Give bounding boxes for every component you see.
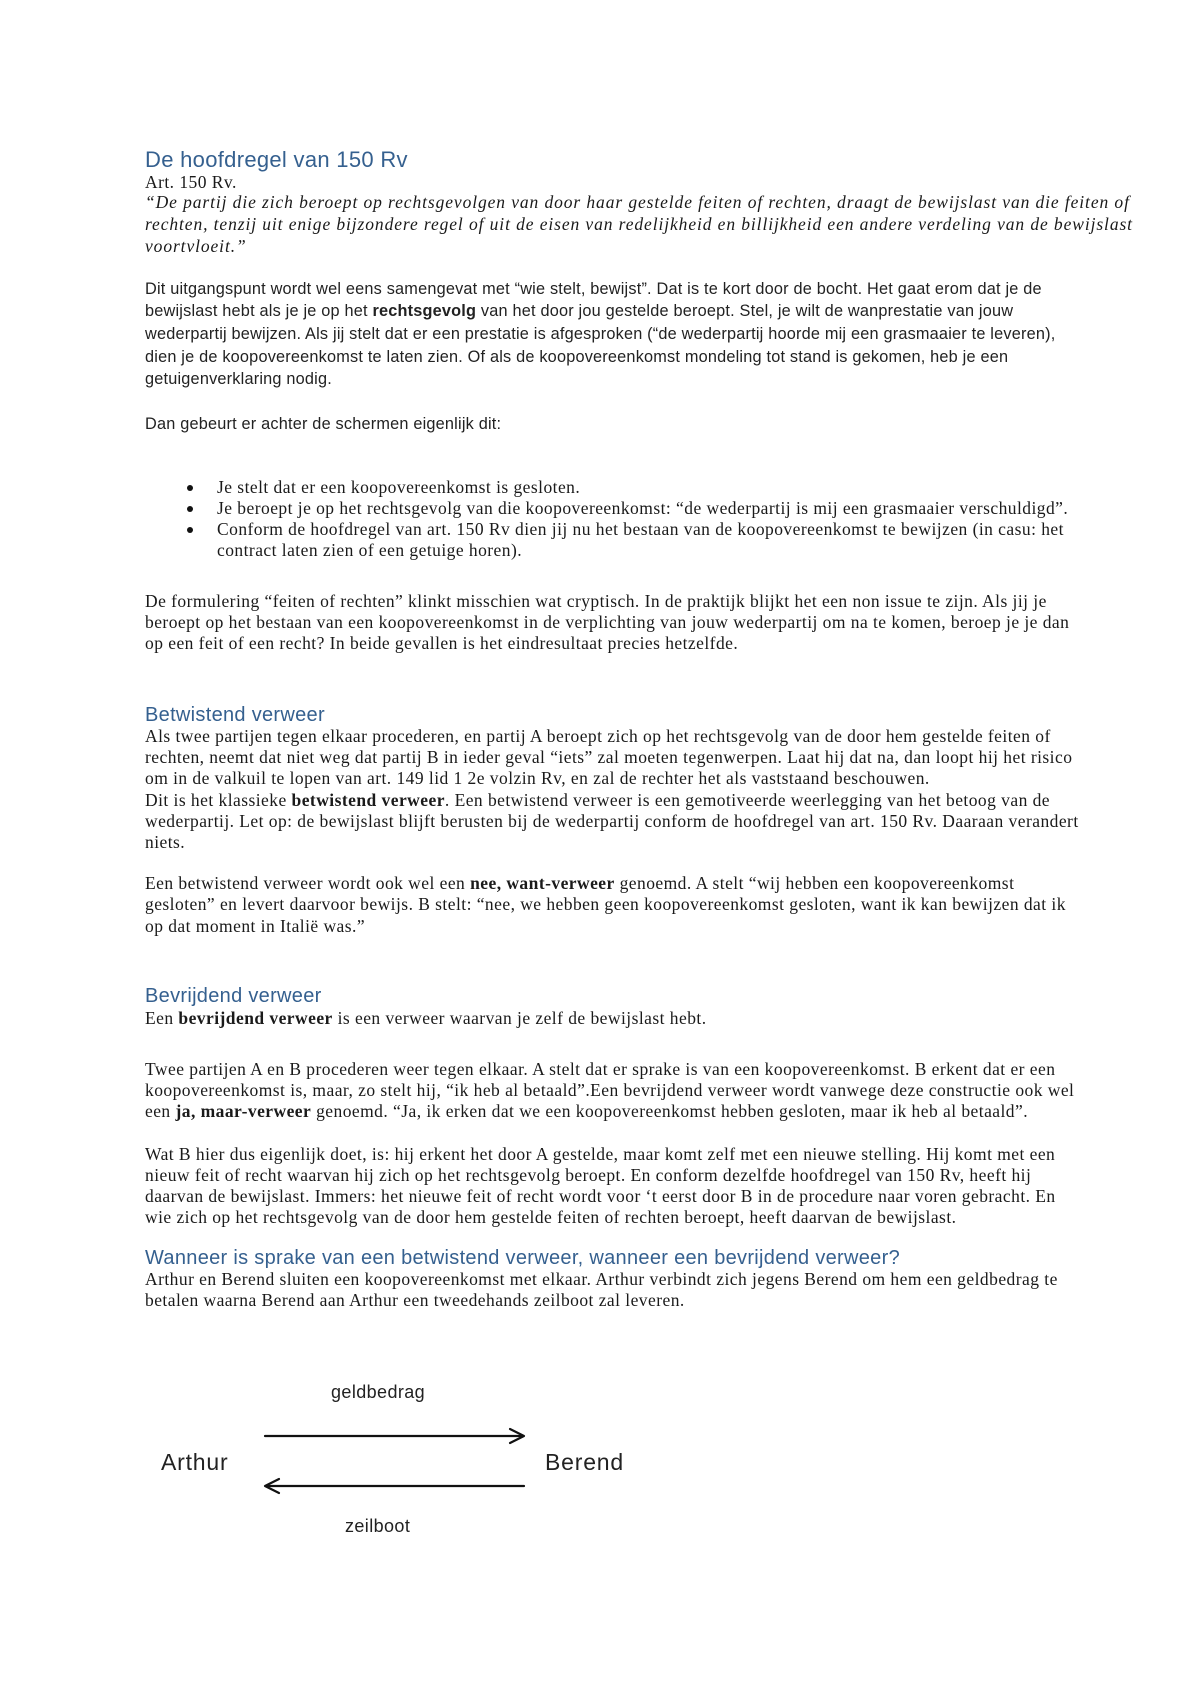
lead-in-paragraph <box>145 413 1145 436</box>
intro-paragraph <box>145 278 1145 391</box>
text-run: nieuw feit of recht waarvan hij zich op het rechtsgevolg beroept. En conform dezelfde hoofdregel van 150 Rv, heeft hij <box>145 1164 1032 1185</box>
text-run: “De partij die zich beroept op rechtsgevolgen van door haar gestelde feiten of rechten, draagt de bewijslast van die feiten of <box>145 192 1130 212</box>
text-line <box>145 278 1145 301</box>
text-run: genoemd. “Ja, ik erken dat we een koopovereenkomst hebben gesloten, maar ik heb al betaald”. <box>311 1101 1029 1122</box>
diagram-label-zeilboot: zeilboot <box>345 1516 411 1536</box>
text-run: voortvloeit.” <box>145 235 247 256</box>
bullet-item <box>187 477 1147 498</box>
text-line <box>145 1101 1145 1122</box>
betwistend-paragraph-1 <box>145 726 1145 854</box>
section-heading-vraag: Wanneer is sprake van een betwistend verweer, wanneer een bevrijdend verweer? <box>145 1246 900 1269</box>
bevrijdend-definition <box>145 1008 1145 1029</box>
text-line <box>217 519 1147 540</box>
text-run: op een feit of een recht? In beide gevallen is het eindresultaat precies hetzelfde. <box>145 633 739 654</box>
section-heading-betwistend: Betwistend verweer <box>145 703 325 726</box>
text-line <box>145 1080 1145 1101</box>
text-run: rechten, tenzij uit enige bijzondere regel of uit de eisen van redelijkheid en billijkheid een andere verdeling van de bewijslast <box>145 213 1133 234</box>
bold-term: bevrijdend verweer <box>178 1008 333 1029</box>
text-run: Arthur en Berend sluiten een koopovereenkomst met elkaar. Arthur verbindt zich jegens Berend om hem een geldbedrag te <box>145 1269 1058 1289</box>
text-line <box>145 916 1145 937</box>
section-heading-hoofdregel: De hoofdregel van 150 Rv <box>145 147 408 172</box>
text-run: daarvan de bewijslast. Immers: het nieuwe feit of recht wordt voor ‘t eerst door B in de procedure naar voren gebracht. En <box>145 1186 1056 1207</box>
text-run: Je stelt dat er een koopovereenkomst is gesloten. <box>217 477 581 497</box>
text-run: Je beroept je op het rechtsgevolg van die koopovereenkomst: “de wederpartij is mij een grasmaaier verschuldigd”. <box>217 498 1069 519</box>
text-line <box>145 368 1145 391</box>
text-line <box>145 1059 1145 1080</box>
text-line <box>217 498 1147 519</box>
text-line <box>145 591 1145 612</box>
text-line <box>145 214 1145 236</box>
bullet-item <box>187 519 1147 561</box>
bullet-list <box>187 477 1147 561</box>
text-line <box>145 236 1145 258</box>
arrow-left-icon <box>265 1479 524 1493</box>
text-line <box>145 726 1145 747</box>
text-run: Dit is het klassieke <box>145 789 292 810</box>
bullet-text <box>217 477 1147 498</box>
text-line <box>145 747 1145 768</box>
bullet-icon <box>187 527 193 533</box>
text-run: koopovereenkomst is, maar, zo stelt hij, “ik heb al betaald”.Een bevrijdend verweer wordt vanwege deze constructie ook wel <box>145 1079 1075 1100</box>
text-line <box>145 768 1145 789</box>
formulering-paragraph <box>145 591 1145 655</box>
text-line <box>145 1008 1145 1029</box>
bullet-text <box>217 498 1147 519</box>
text-line <box>145 413 1145 436</box>
article-quote <box>145 192 1145 257</box>
text-run: Dan gebeurt er achter de schermen eigenlijk dit: <box>145 415 502 433</box>
bold-term: betwistend verweer <box>291 789 445 810</box>
text-line <box>145 192 1145 214</box>
text-line <box>145 811 1145 832</box>
text-run: wederpartij bewijzen. Als jij stelt dat er een prestatie is afgesproken (“de wederpartij hoorde mij een grasmaaier te leveren), <box>145 324 1056 343</box>
bevrijdend-paragraph-2 <box>145 1144 1145 1229</box>
text-line <box>145 346 1145 369</box>
text-line <box>145 790 1145 811</box>
text-run: Als twee partijen tegen elkaar procederen, en partij A beroept zich op het rechtsgevolg van de door hem gestelde feiten of <box>145 725 1051 746</box>
bullet-text <box>217 519 1147 561</box>
text-run: getuigenverklaring nodig. <box>145 370 332 389</box>
betwistend-paragraph-2 <box>145 873 1145 937</box>
bold-term: nee, want-verweer <box>470 873 615 893</box>
diagram-party-left: Arthur <box>161 1449 229 1475</box>
text-line <box>145 1186 1145 1207</box>
text-run: . Een betwistend verweer is een gemotiveerde weerlegging van het betoog van de <box>444 789 1051 810</box>
text-run: wie zich op het rechtsgevolg van de door hem gestelde feiten of rechten beroept, heeft daarvan de bewijslast. <box>145 1207 957 1228</box>
section-heading-bevrijdend: Bevrijdend verweer <box>145 985 322 1007</box>
text-run: beroept op het bestaan van een koopovereenkomst in de verplichting van jouw wederpartij om na te komen, beroep je je dan <box>145 611 1070 632</box>
text-line <box>145 612 1145 633</box>
text-line <box>145 1207 1145 1228</box>
text-run: De formulering “feiten of rechten” klinkt misschien wat cryptisch. In de praktijk blijkt het een non issue te zijn. Als jij je <box>145 590 1047 611</box>
article-reference: Art. 150 Rv. <box>145 171 237 192</box>
vraag-paragraph <box>145 1269 1145 1312</box>
text-run: gesloten” en levert daarvoor bewijs. B stelt: “nee, we hebben geen koopovereenkomst gesloten, want ik kan bewijzen dat ik <box>145 894 1066 915</box>
text-line <box>217 540 1147 561</box>
text-run: bewijslast hebt als je je op het <box>145 302 373 321</box>
text-line <box>145 1290 1145 1311</box>
text-line <box>145 1269 1145 1290</box>
text-run: Conform de hoofdregel van art. 150 Rv dien jij nu het bestaan van de koopovereenkomst te bewijzen (in casu: het <box>217 519 1064 540</box>
text-run: van het door jou gestelde beroept. Stel, je wilt de wanprestatie van jouw <box>476 302 1014 321</box>
text-run: Een betwistend verweer wordt ook wel een <box>145 873 471 893</box>
text-run: Een <box>145 1008 179 1029</box>
text-line <box>145 873 1145 894</box>
text-line <box>217 477 1147 498</box>
text-line <box>145 633 1145 654</box>
bevrijdend-paragraph-1 <box>145 1059 1145 1123</box>
text-line <box>145 1144 1145 1165</box>
bold-term: rechtsgevolg <box>372 302 477 321</box>
text-line <box>145 832 1145 853</box>
bullet-item <box>187 498 1147 519</box>
text-run: contract laten zien of een getuige horen). <box>217 540 523 561</box>
text-run: betalen waarna Berend aan Arthur een tweedehands zeilboot zal leveren. <box>145 1290 685 1311</box>
text-line <box>145 894 1145 915</box>
arrow-right-icon <box>265 1429 524 1443</box>
text-run: niets. <box>145 832 186 853</box>
text-run: Dit uitgangspunt wordt wel eens samengevat met “wie stelt, bewijst”. Dat is te kort door de bocht. Het gaat erom dat je de <box>145 279 1042 298</box>
text-run: op dat moment in Italië was.” <box>145 915 366 936</box>
bullet-icon <box>187 485 193 491</box>
text-run: genoemd. A stelt “wij hebben een koopovereenkomst <box>614 873 1015 893</box>
text-line <box>145 300 1145 323</box>
text-run: Wat B hier dus eigenlijk doet, is: hij erkent het door A gestelde, maar komt zelf met een nieuwe stelling. Hij komt met een <box>145 1143 1056 1164</box>
text-run: dien je de koopovereenkomst te laten zien. Of als de koopovereenkomst mondeling tot stand is gekomen, heb je een <box>145 347 1009 366</box>
diagram-label-geldbedrag: geldbedrag <box>331 1382 426 1402</box>
text-run: een <box>145 1101 176 1122</box>
text-run: wederpartij. Let op: de bewijslast blijft berusten bij de wederpartij conform de hoofdregel van art. 150 Rv. Daaraan verandert <box>145 810 1079 831</box>
text-line <box>145 1165 1145 1186</box>
text-run: Twee partijen A en B procederen weer tegen elkaar. A stelt dat er sprake is van een koopovereenkomst. B erkent dat er een <box>145 1058 1056 1079</box>
diagram-party-right: Berend <box>545 1449 624 1475</box>
text-line <box>145 323 1145 346</box>
bullet-icon <box>187 506 193 512</box>
text-run: rechten, neemt dat niet weg dat partij B in ieder geval “iets” zal moeten tegenwerpen. Laat hij dat na, dan loopt hij het risico <box>145 747 1073 768</box>
text-run: om in de valkuil te lopen van art. 149 lid 1 2e volzin Rv, en zal de rechter het als vaststaand beschouwen. <box>145 768 930 789</box>
diagram-arrows <box>250 1420 540 1502</box>
text-run: is een verweer waarvan je zelf de bewijslast hebt. <box>332 1008 707 1029</box>
bold-term: ja, maar-verweer <box>175 1101 312 1122</box>
